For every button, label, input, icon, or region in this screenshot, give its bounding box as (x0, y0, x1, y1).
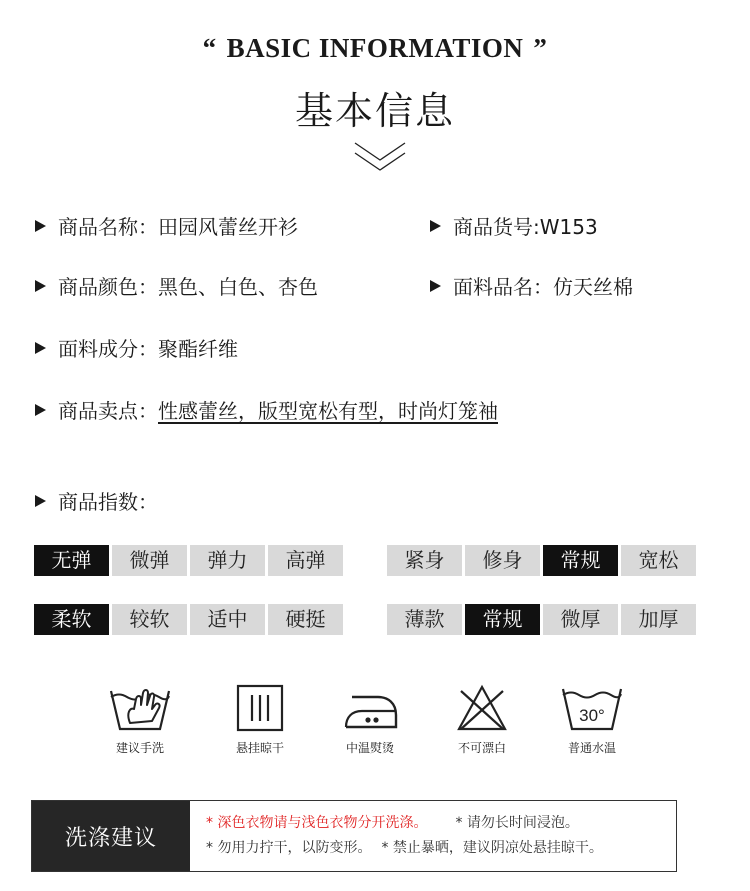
thickness-option: 常规 (465, 604, 540, 635)
info-product-color (35, 271, 318, 300)
product-name-text: 商品名称：田园风蕾丝开衫 (58, 215, 298, 239)
thickness-option: 微厚 (543, 604, 618, 635)
info-product-index (35, 486, 158, 515)
wash-advice-note: * 勿用力拧干，以防变形。 (206, 840, 372, 856)
care-item-iron (315, 683, 425, 756)
wash-advice-box (31, 800, 677, 872)
info-fabric-composition (35, 333, 238, 362)
selling-label: 商品卖点： (58, 399, 158, 423)
wash-30-icon (560, 683, 624, 733)
product-sku-text: 商品货号:W153 (453, 215, 598, 239)
triangle-bullet-icon (430, 220, 441, 232)
fit-option: 常规 (543, 545, 618, 576)
wash-temp-text: 30° (579, 706, 605, 725)
elasticity-option: 无弹 (34, 545, 109, 576)
triangle-bullet-icon (35, 404, 46, 416)
triangle-bullet-icon (35, 342, 46, 354)
care-label: 不可漂白 (457, 741, 506, 755)
title-chinese: 基本信息 (294, 89, 455, 133)
triangle-bullet-icon (35, 495, 46, 507)
wash-advice-note: * 禁止暴晒，建议阴凉处悬挂晾干。 (381, 840, 603, 856)
info-product-name (35, 211, 298, 240)
fit-option: 宽松 (621, 545, 696, 576)
elasticity-option: 微弹 (112, 545, 187, 576)
elasticity-option: 弹力 (190, 545, 265, 576)
triangle-bullet-icon (35, 280, 46, 292)
wash-advice-red-note: * 深色衣物请与浅色衣物分开洗涤。 (206, 815, 428, 831)
iron-medium-icon (338, 683, 402, 733)
fit-index-bar (387, 545, 696, 576)
wash-advice-line-2 (206, 836, 603, 861)
index-label: 商品指数： (58, 490, 158, 514)
info-selling-points (35, 395, 498, 424)
composition-text: 面料成分：聚酯纤维 (58, 337, 238, 361)
softness-option: 硬挺 (268, 604, 343, 635)
elasticity-index-bar (34, 545, 343, 576)
info-fabric-name (430, 271, 633, 300)
care-item-hang-dry (205, 683, 315, 756)
elasticity-option: 高弹 (268, 545, 343, 576)
wash-advice-title: 洗涤建议 (32, 801, 190, 871)
hand-wash-icon (108, 683, 172, 733)
care-label: 普通水温 (567, 741, 616, 755)
fit-option: 紧身 (387, 545, 462, 576)
open-quote: “ (202, 33, 217, 63)
softness-option: 较软 (112, 604, 187, 635)
thickness-index-bar (387, 604, 696, 635)
softness-index-bar (34, 604, 343, 635)
softness-option: 适中 (190, 604, 265, 635)
softness-option: 柔软 (34, 604, 109, 635)
wash-advice-line-1 (206, 811, 603, 836)
no-bleach-icon (455, 683, 509, 733)
thickness-option: 加厚 (621, 604, 696, 635)
care-item-hand-wash (85, 683, 195, 756)
close-quote: ” (533, 33, 548, 63)
care-label: 建议手洗 (115, 741, 164, 755)
selling-points-text: 性感蕾丝，版型宽松有型，时尚灯笼袖 (158, 399, 498, 423)
product-color-text: 商品颜色：黑色、白色、杏色 (58, 275, 318, 299)
title-english (0, 33, 750, 64)
thickness-option: 薄款 (387, 604, 462, 635)
wash-advice-text (190, 801, 603, 871)
info-product-sku (430, 211, 598, 240)
care-label: 悬挂晾干 (235, 741, 284, 755)
wash-advice-note: * 请勿长时间浸泡。 (455, 815, 579, 831)
care-label: 中温熨烫 (345, 741, 394, 755)
care-item-wash-30 (537, 683, 647, 756)
triangle-bullet-icon (35, 220, 46, 232)
fabric-name-text: 面料品名：仿天丝棉 (453, 275, 633, 299)
triangle-bullet-icon (430, 280, 441, 292)
care-item-no-bleach (427, 683, 537, 756)
fit-option: 修身 (465, 545, 540, 576)
title-en-text: BASIC INFORMATION (226, 33, 524, 63)
double-chevron-down-icon (353, 140, 407, 174)
hang-dry-icon (235, 683, 285, 733)
